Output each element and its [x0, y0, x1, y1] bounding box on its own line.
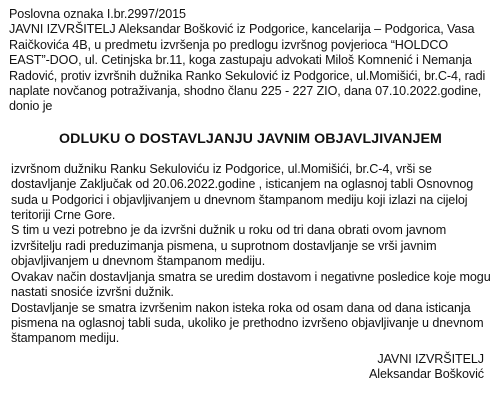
body-paragraph-completion: Dostavljanje se smatra izvršenim nakon isteka roka od osam dana od dana isticanja pismena na oglasnoj tabli suda, ukoliko je prethodno izvršeno objavljivanje u dnevnom štampanom mediju.	[11, 300, 484, 346]
signature-name: Aleksandar Bošković	[369, 367, 484, 382]
notice-body	[9, 162, 492, 347]
signature-role: JAVNI IZVRŠITELJ	[377, 352, 484, 366]
decision-title: ODLUKU O DOSTAVLJANJU JAVNIM OBJAVLJIVANJEM	[59, 130, 442, 147]
body-paragraph-consequences: Ovakav način dostavljanja smatra se uredim dostavom i negativne posledice koje mogu nastati snosiće izvršni dužnik.	[11, 269, 491, 300]
intro-paragraph: JAVNI IZVRŠITELJ Aleksandar Bošković iz Podgorice, kancelarija – Podgorica, Vasa Raičkovića 4B, u predmetu izvršenja po predlogu izvršnog povjerioca “HOLDCO EAST”-DOO, ul. Cetinjska br.11, koga zastupaju advokati Miloš Komnenić i Nemanja Radović, protiv izvršnih dužnika Ranko Sekulović iz Podgorice, ul.Momišići, br.C-4, radi naplate novčanog potraživanja, shodno članu 225 - 227 ZIO, dana 07.10.2022.godine, donio je	[9, 22, 486, 114]
notice-header	[9, 7, 492, 115]
reference-number: Poslovna oznaka I.br.2997/2015	[9, 7, 186, 21]
signature-block	[369, 352, 484, 383]
body-paragraph-deadline: S tim u vezi potrebno je da izvršni dužnik u roku od tri dana obrati ovom javnom izvršitelju radi preduzimanja pismena, u suprotnom dostavljanje se vrši javnim objavljivanjem u dnevnom štampanom mediju.	[11, 223, 447, 269]
body-paragraph-delivery: izvršnom dužniku Ranku Sekuloviću iz Podgorice, ul.Momišići, br.C-4, vrši se dostavljanje Zaključak od 20.06.2022.godine , isticanjem na oglasnoj tabli Osnovnog suda u Podgorici i objavljivanjem u dnevnom štampanom mediju koji izlazi na cijeloj teritoriji Crne Gore.	[11, 161, 474, 223]
